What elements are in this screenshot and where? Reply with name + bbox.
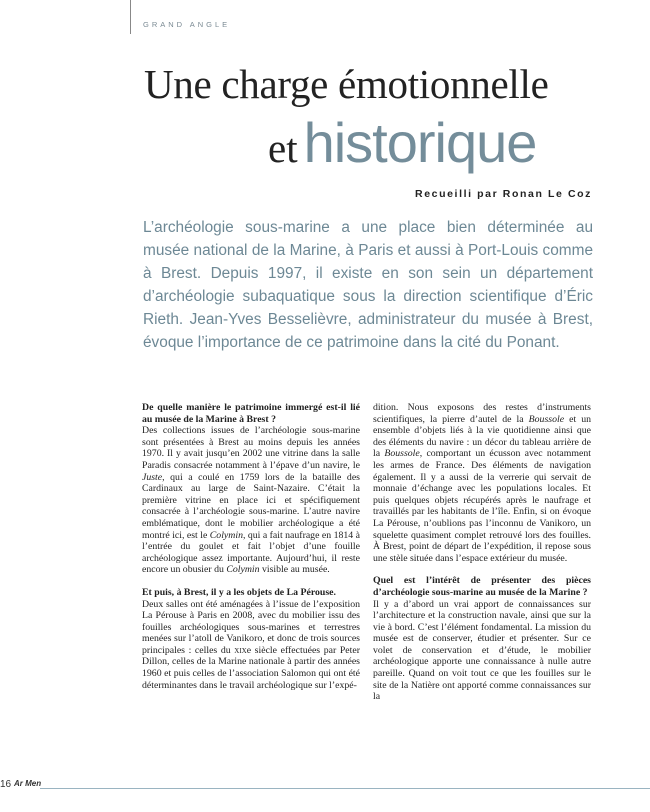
article-column-left: [142, 402, 360, 691]
ship-name-boussole-2: Boussole: [384, 448, 420, 460]
headline-word-et: et: [268, 125, 298, 171]
answer-2-part-2: [373, 402, 591, 564]
answer-2-cont-b: et un ensemble d’objets liés à la vie quotidienne ainsi que des éléments du navire : un décor du tableau arrière de la: [373, 413, 592, 460]
section-kicker: GRAND ANGLE: [143, 20, 231, 29]
lead-paragraph: L’archéologie sous-marine a une place bien déterminée au musée national de la Marine, à Paris et aussi à Port-Louis comme à Brest. Depuis 1997, il existe en son sein un département d’archéologie subaquatique sous la direction scientifique d’Éric Rieth. Jean-Yves Besselièvre, administrateur du musée à Brest, évoque l’importance de ce patrimoine dans la cité du Ponant.: [143, 219, 593, 351]
answer-1: [142, 425, 360, 576]
paragraph-gap: [373, 564, 591, 575]
century-numeral: xix: [234, 644, 247, 656]
question-3: Quel est l’intérêt de présenter des pièces d’archéologie sous-marine au musée de la Marine ?: [373, 575, 591, 598]
ship-name-boussole: Boussole: [528, 413, 565, 425]
headline-line-1: Une charge émotionnelle: [144, 61, 549, 107]
ship-name-colymin-2: Colymin: [226, 564, 260, 576]
answer-1-text-d: visible au musée.: [259, 564, 330, 576]
paragraph-gap: [142, 576, 360, 587]
answer-1-text-c: , qui a fait naufrage en 1814 à l’entrée du goulet et fait l’objet d’une fouille archéologique assez importante. Aujourd’hui, il reste encore un obusier du: [142, 529, 360, 576]
header-rule: [130, 0, 131, 34]
answer-1-text-a: Des collections issues de l’archéologie sous-marine sont présentées à Brest au moins depuis les années 1970. Il y avait jusqu’en 2002 une vitrine dans la salle Paradis consacrée notamment à l’épave d’un navire, le: [142, 425, 360, 471]
answer-2-cont-c: , comportant un écusson avec notamment les armes de France. Des éléments de navigation également. Il y a aussi de la verrerie qui servait de monnaie d’échange avec les populations locales. Et puis quelques objets récupérés après le naufrage et travaillés par les habitants de l’île. Enfin, si on évoque La Pérouse, n’oublions pas l’inconnu de Vanikoro, un squelette quasiment complet retrouvé lors des fouilles. À Brest, point de départ de l’expédition, il repose sous une stèle située dans l’espace extérieur du musée.: [373, 448, 591, 564]
answer-2-part-1: [142, 599, 360, 692]
answer-2-cont-a: dition. Nous exposons des restes d’instruments scientifiques, la pierre d’autel de la: [373, 402, 591, 425]
answer-1-text-b: , qui a coulé en 1759 lors de la bataille des Cardinaux au large de Saint-Nazaire. C’était la première vitrine en place ici et spécifiquement consacrée à l’archéologie sous-marine. L’autre navire emblématique, dont le mobilier archéologique a été montré ici, est le: [142, 471, 360, 541]
ship-name-colymin: Colymin: [209, 529, 243, 541]
footer-rule: [40, 788, 650, 789]
article-column-right: [373, 402, 591, 703]
question-1: De quelle manière le patrimoine immergé est-il lié au musée de la Marine à Brest ?: [142, 402, 360, 425]
answer-2-text-b: e siècle effectuées par Peter Dillon, celles de la Marine nationale à partir des années 1960 et puis celles de l’association Salomon qui ont été déterminantes dans le travail archéologique sur l’expé-: [142, 644, 360, 691]
magazine-logo: Ar Men: [14, 779, 42, 788]
headline-line-2: [268, 110, 536, 175]
ship-name-juste: Juste: [142, 471, 163, 483]
headline-word-historique: historique: [303, 111, 537, 174]
answer-2-text-a: Deux salles ont été aménagées à l’issue de l’exposition La Pérouse à Paris en 2008, avec du mobilier issu des fouilles archéologiques sous-marines et terrestres menées sur l’atoll de Vanikoro, et donc de trois sources principales : celles du: [142, 598, 360, 656]
question-2: Et puis, à Brest, il y a les objets de La Pérouse.: [142, 586, 336, 598]
page-number: 16: [0, 779, 12, 790]
answer-3: Il y a d’abord un vrai apport de connaissances sur l’architecture et la construction navale, ainsi que sur la vie à bord. C’est l’élément fondamental. La mission du musée est de conserver, étudier et présenter. Sur ce volet de conservation et d’étude, le mobilier archéologique apporte une connaissance à nulle autre pareille. Quand on voit tout ce que les fouilles sur le site de la Natière ont apporté comme connaissances sur la: [373, 598, 591, 703]
byline: Recueilli par Ronan Le Coz: [415, 188, 592, 200]
